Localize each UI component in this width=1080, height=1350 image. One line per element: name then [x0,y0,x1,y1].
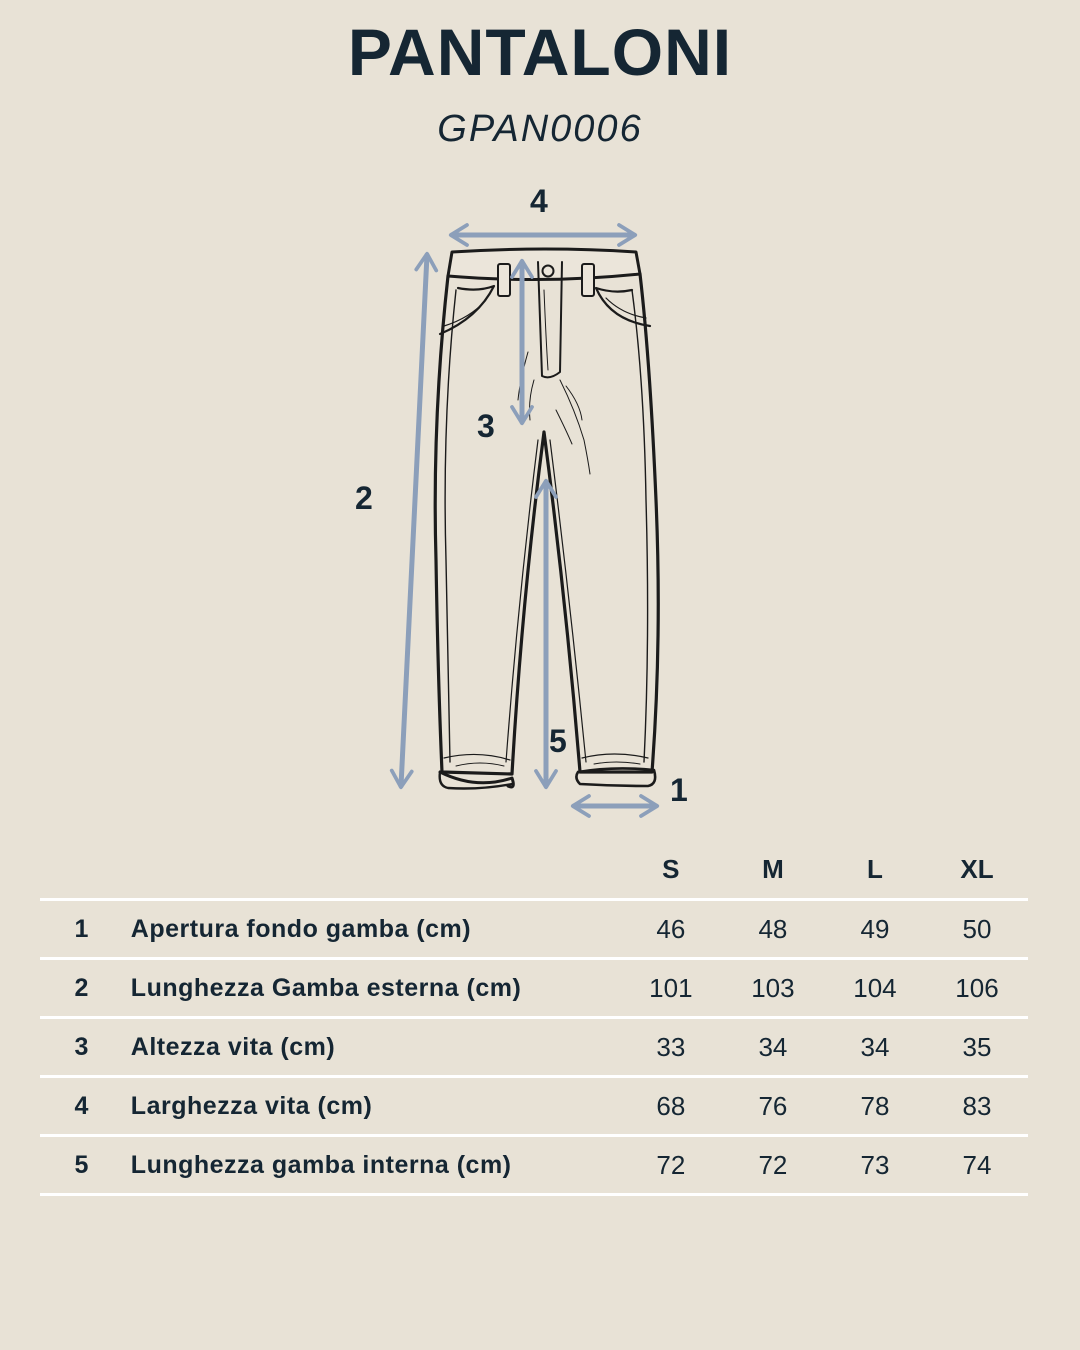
size-header-m: M [762,853,784,884]
value-xl: 50 [962,913,992,944]
label-4: 4 [530,183,548,219]
page-title: PANTALONI [347,15,733,89]
row-number: 3 [74,1032,89,1061]
label-3: 3 [477,408,495,444]
measurement-name: Lunghezza gamba interna (cm) [130,1150,512,1179]
measurement-name: Altezza vita (cm) [130,1032,336,1061]
size-table [40,840,1028,1196]
label-2: 2 [355,480,373,516]
value-s: 68 [656,1090,686,1121]
product-code: GPAN0006 [437,108,643,150]
value-s: 101 [649,972,693,1003]
measurement-name: Apertura fondo gamba (cm) [130,914,472,943]
table-row [40,1016,1028,1075]
measurement-name: Larghezza vita (cm) [130,1091,373,1120]
value-m: 72 [758,1149,788,1180]
size-header-row [40,840,1028,898]
value-xl: 83 [962,1090,992,1121]
arrow-2-outer-leg [401,255,427,786]
value-m: 76 [758,1090,788,1121]
row-number: 1 [74,914,89,943]
row-number: 5 [74,1150,89,1179]
row-number: 4 [74,1091,89,1120]
value-s: 33 [656,1031,686,1062]
value-xl: 35 [962,1031,992,1062]
size-header-xl: XL [960,853,994,884]
value-s: 72 [656,1149,686,1180]
label-1: 1 [670,772,688,808]
value-l: 73 [860,1149,890,1180]
measurement-name: Lunghezza Gamba esterna (cm) [130,973,522,1002]
value-m: 103 [751,972,795,1003]
value-m: 34 [758,1031,788,1062]
value-l: 49 [860,913,890,944]
value-m: 48 [758,913,788,944]
size-header-s: S [662,853,680,884]
table-row [40,898,1028,957]
row-number: 2 [74,973,89,1002]
value-l: 34 [860,1031,890,1062]
value-l: 104 [853,972,897,1003]
value-s: 46 [656,913,686,944]
value-xl: 74 [962,1149,992,1180]
table-row [40,957,1028,1016]
size-header-l: L [867,853,883,884]
value-l: 78 [860,1090,890,1121]
table-row [40,1075,1028,1134]
value-xl: 106 [955,972,999,1003]
table-row [40,1134,1028,1196]
label-5: 5 [549,723,567,759]
